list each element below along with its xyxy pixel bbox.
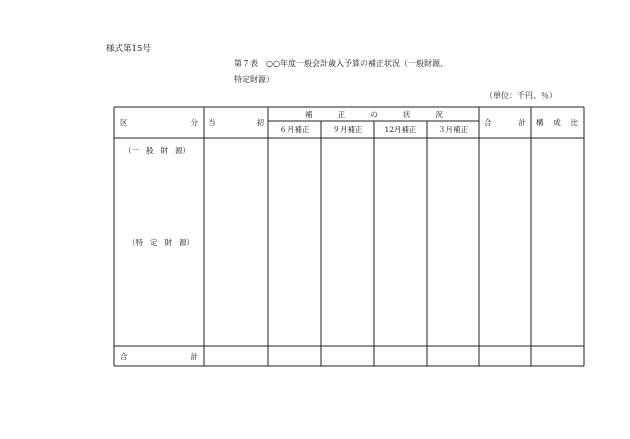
header-kubun-char: 分 — [190, 118, 198, 127]
row-label-char: 財 — [164, 238, 172, 247]
header-kouseihi — [536, 118, 578, 127]
row-label-char: 合 — [120, 352, 128, 361]
header-dec-hosei: 12月補正 — [384, 125, 417, 134]
header-kubun — [120, 118, 198, 127]
row-label-char: 源） — [179, 238, 194, 247]
row-label-char: 計 — [190, 352, 198, 361]
header-toushou — [208, 118, 264, 127]
header-sept-hosei: ９月補正 — [332, 125, 363, 134]
header-hosei-char: の — [370, 110, 378, 119]
unit-note: （単位：千円、％） — [485, 91, 557, 100]
header-hosei-char: 補 — [305, 110, 313, 119]
table-title-line1: 第７表 ○○年度一般会計歳入予算の補正状況（一般財源、 — [234, 59, 448, 68]
table-title-line2: 特定財源） — [234, 75, 274, 84]
row-label-char: （特 — [128, 238, 143, 247]
header-hosei-char: 状 — [402, 110, 411, 119]
header-hosei-char: 況 — [435, 110, 443, 119]
header-goukei — [484, 118, 526, 127]
header-toushou-char: 当 — [208, 118, 216, 127]
header-kubun-char: 区 — [120, 118, 128, 127]
header-hosei-char: 正 — [337, 110, 346, 119]
header-march-hosei: ３月補正 — [438, 125, 468, 134]
row-label-char: 財 — [160, 146, 168, 155]
form-number: 様式第15号 — [106, 44, 151, 54]
row-label-tokutei — [128, 238, 194, 247]
header-toushou-char: 初 — [256, 118, 264, 127]
row-label-char: 定 — [150, 238, 158, 247]
header-kouseihi-char: 比 — [570, 118, 578, 127]
row-label-total — [120, 352, 198, 361]
header-goukei-char: 合 — [484, 118, 492, 127]
row-label-char: 源） — [175, 146, 190, 155]
row-label-char: （一 — [124, 146, 139, 155]
header-goukei-char: 計 — [518, 118, 526, 127]
header-kouseihi-char: 構 — [536, 118, 544, 127]
row-label-ippan — [124, 146, 190, 155]
header-kouseihi-char: 成 — [553, 118, 561, 127]
header-hosei-status — [305, 110, 443, 119]
header-june-hosei: ６月補正 — [279, 125, 310, 134]
row-label-char: 般 — [146, 146, 154, 155]
